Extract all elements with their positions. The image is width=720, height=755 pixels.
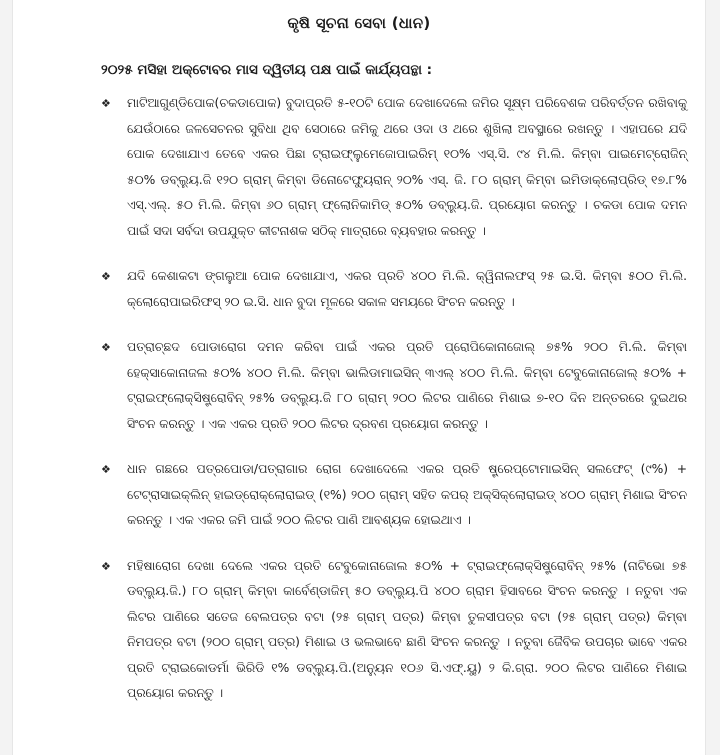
list-item [101, 335, 687, 437]
list-item-text: ଧାନ ଗଛରେ ପତ୍ରପୋଡା/ପତ୍ରାଗାର ରୋଗ ଦେଖାଦେଲେ ଏକର ପ୍ରତି ଷ୍ଟ୍ରେପ୍ଟୋମାଇସିନ୍ ସଲଫେଟ୍ (୯%) + ଟେଟ୍ରାସାଇକ୍ଲିନ୍ ହାଇଡ୍ରୋକ୍ଲୋରାଇଡ୍ (୧%) ୨୦୦ ଗ୍ରାମ୍ ସହିତ କପର୍ ଅକ୍ସିକ୍ଲୋରାଇଡ୍ ୪୦୦ ଗ୍ରାମ୍ ମିଶାଇ ସିଂଚନ କରନ୍ତୁ । ଏକ ଏକର ଜମି ପାଇଁ ୨୦୦ ଲିଟର ପାଣି ଆବଶ୍ୟକ ହୋଇଥାଏ । [127, 462, 687, 527]
list-item-text: ମହିଷାରୋଗ ଦେଖା ଦେଲେ ଏକର ପ୍ରତି ଟେବୁକୋନାଜୋଲ ୫୦% + ଟ୍ରାଇଫ୍ଲୋକ୍ସିଷ୍ଟ୍ରୋବିନ୍ ୨୫% (ନାଟିଭୋ ୭୫ ଡବ୍ଲ୍ୟୁ.ଜି.) ୮୦ ଗ୍ରାମ୍ କିମ୍ବା କାର୍ବେଣ୍ଡାଜିମ୍ ୫୦ ଡବ୍ଲ୍ୟୁ.ପି ୪୦୦ ଗ୍ରାମ ହିସାବରେ ସିଂଚନ କରନ୍ତୁ । ନତୁବା ଏକ ଲିଟର ପାଣିରେ ସତେଜ ବେଲପତ୍ର ବଟା (୨୫ ଗ୍ରାମ୍ ପତ୍ର) କିମ୍ବା ତୁଳସୀପତ୍ର ବଟା (୨୫ ଗ୍ରାମ୍ ପତ୍ର) କିମ୍ବା ନିମପତ୍ର ବଟା (୨୦୦ ଗ୍ରାମ୍ ପତ୍ର) ମିଶାଇ ଓ ଭଲଭାବେ ଛାଣି ସିଂଚନ କରନ୍ତୁ । ନତୁବା ଜୈବିକ ଉପଚାର ଭାବେ ଏକର ପ୍ରତି ଟ୍ରାଇକୋଡର୍ମା ଭିରିଡି ୧% ଡବ୍ଲ୍ୟୁ.ପି.(ଅନ୍ୟୁନ ୧୦୬ ସି.ଏଫ୍.ୟୁ) ୨ କି.ଗ୍ରା. ୨୦୦ ଲିଟର ପାଣିରେ ମିଶାଇ ପ୍ରୟୋଗ କରନ୍ତୁ । [127, 558, 687, 700]
document-page [12, 0, 706, 755]
section-heading: ୨୦୨୫ ମସିହା ଅକ୍ଟୋବର ମାସ ଦ୍ୱିତୀୟ ପକ୍ଷ ପାଇଁ କାର୍ଯ୍ୟପନ୍ଥା : [101, 62, 433, 78]
four-diamond-bullet-icon: ❖ [101, 97, 111, 110]
four-diamond-bullet-icon: ❖ [101, 341, 111, 354]
document-title: କୃଷି ସୂଚନା ସେବା (ଧାନ) [287, 14, 431, 32]
list-item [101, 91, 687, 244]
four-diamond-bullet-icon: ❖ [101, 270, 111, 283]
list-item [101, 264, 687, 315]
list-item [101, 457, 687, 534]
advisory-list [101, 91, 687, 727]
list-item-text: ଯଦି କେଶାକଟା ଙ୍ଗଲୁଆ ପୋକ ଦେଖାଯାଏ, ଏକର ପ୍ରତି ୪୦୦ ମି.ଲି. କ୍ୱିନାଲଫସ୍ ୨୫ ଇ.ସି. କିମ୍ବା ୫୦୦ ମି.ଲି. କ୍ଲୋରୋପାଇରିଫସ୍ ୨୦ ଇ.ସି. ଧାନ ବୁଦା ମୂଳରେ ସକାଳ ସମୟରେ ସିଂଚନ କରନ୍ତୁ । [127, 269, 687, 309]
four-diamond-bullet-icon: ❖ [101, 559, 111, 573]
list-item-text: ପତ୍ରାଚ୍ଛଦ ପୋଡାରୋଗ ଦମନ କରିବା ପାଇଁ ଏକର ପ୍ରତି ପ୍ରୋପିକୋନାଜୋଲ୍ ୭୫% ୨୦୦ ମି.ଲି. କିମ୍ବା ହେକ୍ସାକୋନାଜଲ ୫୦% ୪୦୦ ମି.ଲି. କିମ୍ବା ଭାଲିଡାମାଇସିନ୍ ୩ଏଲ୍ ୪୦୦ ମି.ଲି. କିମ୍ବା ଟେବୁକୋନାଜୋଲ୍ ୫୦% + ଟ୍ରାଇଫ୍ଲୋକ୍ସିଷ୍ଟ୍ରୋବିନ୍ ୨୫% ଡବ୍ଲ୍ୟୁ.ଜି ୮୦ ଗ୍ରାମ୍ ୨୦୦ ଲିଟର ପାଣିରେ ମିଶାଇ ୭-୧୦ ଦିନ ଅନ୍ତରରେ ଦୁଇଥର ସିଂଚନ କରନ୍ତୁ । ଏକ ଏକର ପ୍ରତି ୨୦୦ ଲିଟର ଦ୍ରବଣ ପ୍ରୟୋଗ କରନ୍ତୁ । [127, 340, 687, 431]
list-item [101, 554, 687, 707]
four-diamond-bullet-icon: ❖ [101, 463, 111, 476]
list-item-text: ମାଟିଆଗୁଣ୍ଡିପୋକ(ଚକଡାପୋକ) ବୁଦାପ୍ରତି ୫-୧୦ଟି ପୋକ ଦେଖାଦେଲେ ଜମିର ସୂକ୍ଷ୍ମ ପରିବେଶକ ପରିବର୍ତ୍ତନ ରଖିବାକୁ ଯେଉଁଠାରେ ଜଳସେଚନର ସୁବିଧା ଥିବ ସେଠାରେ ଜମିକୁ ଥରେ ଓଦା ଓ ଥରେ ଶୁଖିଲା ଅବସ୍ଥାରେ ରଖନ୍ତୁ । ଏହାପରେ ଯଦି ପୋକ ଦେଖାଯାଏ ତେବେ ଏକର ପିଛା ଟ୍ରାଇଫ୍ଲୁମେଜୋପାଇରିମ୍ ୧୦% ଏସ୍.ସି. ୯୪ ମି.ଲି. କିମ୍ବା ପାଇମେଟ୍ରୋଜିନ୍ ୫୦% ଡବ୍ଲ୍ୟୁ.ଜି ୧୨୦ ଗ୍ରାମ୍ କିମ୍ବା ଡିନୋଟେଫ୍ୟୁରାନ୍ ୨୦% ଏସ୍. ଜି. ୮୦ ଗ୍ରାମ୍ କିମ୍ବା ଇମିଡାକ୍ଲୋପ୍ରିଡ୍ ୧୭.୮% ଏସ୍.ଏଲ୍. ୫୦ ମି.ଲି. କିମ୍ବା ୬୦ ଗ୍ରାମ୍ ଫ୍ଲୋନିକାମିଡ୍ ୫୦% ଡବ୍ଲ୍ୟୁ.ଜି. ପ୍ରୟୋଗ କରନ୍ତୁ । ଚକଡା ପୋକ ଦମନ ପାଇଁ ସଦା ସର୍ବଦା ଉପଯୁକ୍ତ କୀଟନାଶକ ସଠିକ୍ ମାତ୍ରାରେ ବ୍ୟବହାର କରନ୍ତୁ । [127, 96, 687, 238]
